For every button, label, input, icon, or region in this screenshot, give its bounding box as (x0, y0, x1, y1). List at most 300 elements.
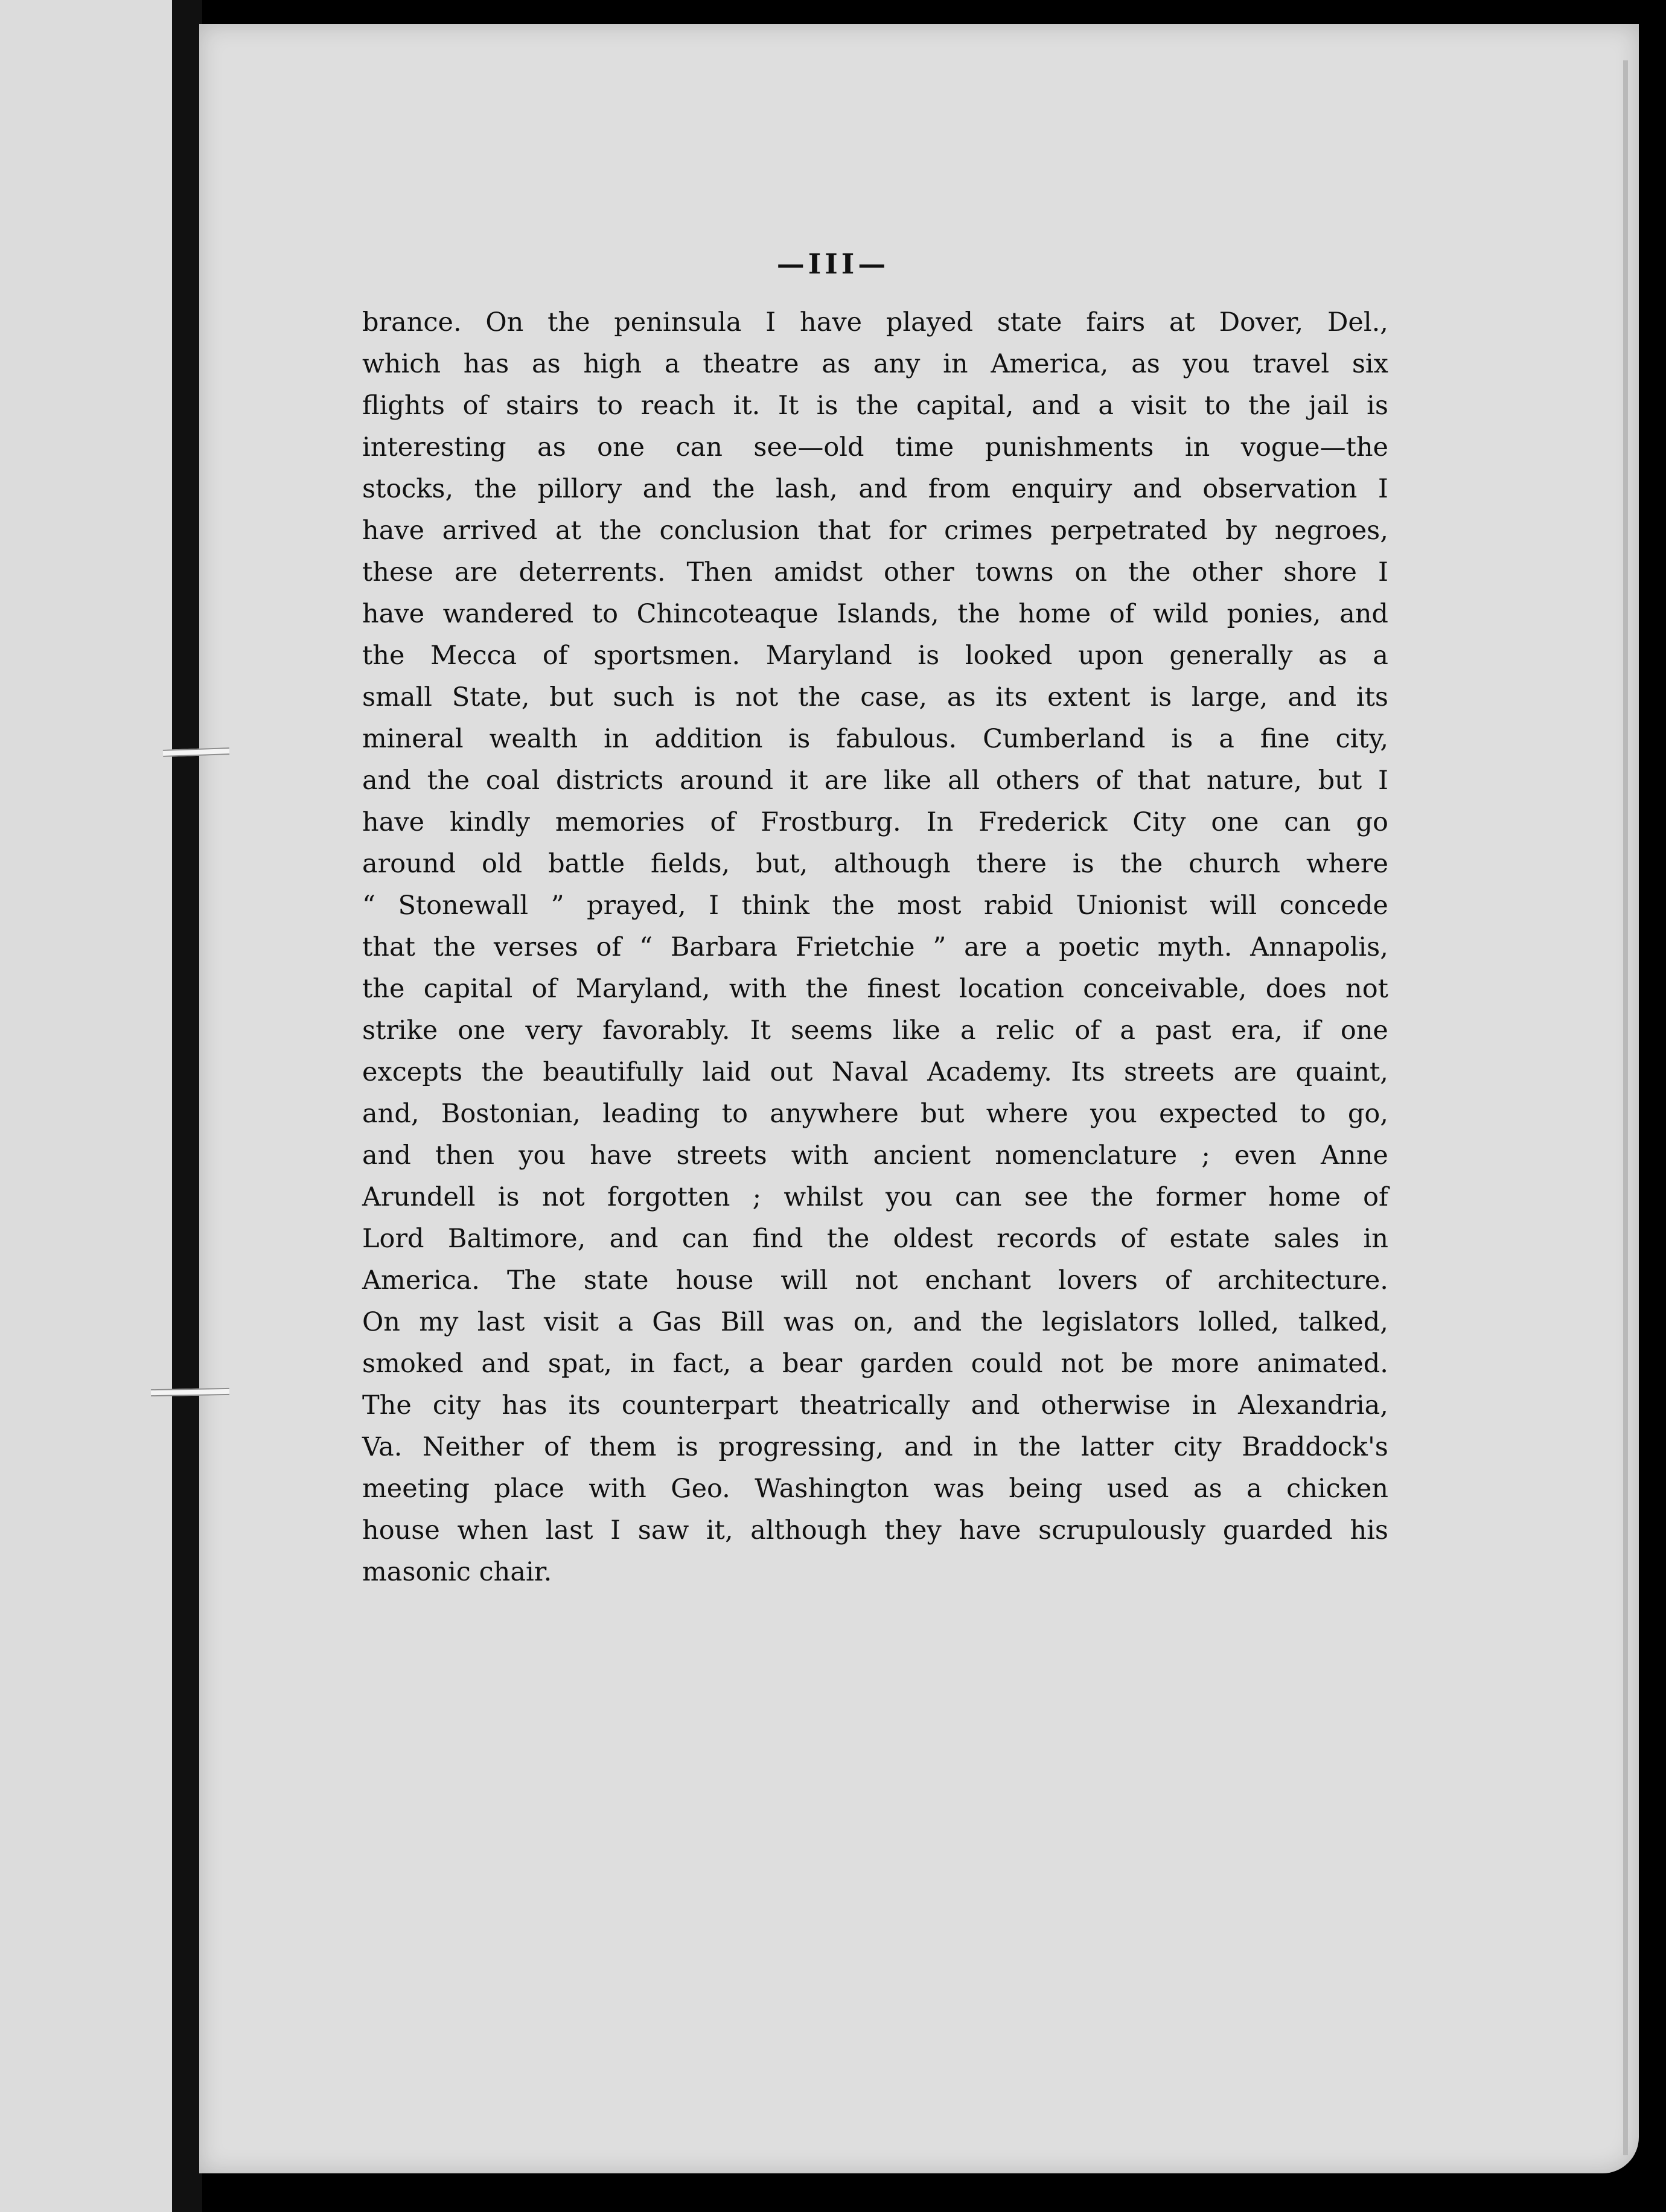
word: ancient (873, 1140, 971, 1171)
word: reach (640, 391, 716, 421)
word: case, (860, 682, 928, 712)
word: a (1219, 724, 1234, 754)
word: used (1106, 1474, 1169, 1504)
word: favorably. (602, 1015, 730, 1046)
word: fields, (651, 849, 730, 879)
word: Annapolis, (1250, 932, 1388, 962)
word: nomenclature (995, 1140, 1178, 1171)
word: garden (860, 1349, 954, 1379)
word: enquiry (1011, 474, 1112, 504)
word: Barbara (670, 932, 777, 962)
word: where (1306, 849, 1388, 879)
text-line (362, 1177, 1388, 1218)
word: a (1098, 391, 1114, 421)
word: you (519, 1140, 566, 1171)
word: as (531, 349, 561, 379)
word: the (547, 307, 590, 337)
word: the (856, 391, 899, 421)
word: the (957, 599, 1000, 629)
word: Arundell (362, 1182, 476, 1212)
word: most (897, 890, 962, 921)
word: coal (485, 766, 540, 796)
word: sales (1274, 1224, 1340, 1254)
word: a (664, 349, 680, 379)
word: go (1356, 807, 1388, 837)
word: and (913, 1307, 962, 1337)
word: you (1182, 349, 1230, 379)
word: conclusion (659, 516, 800, 546)
word: last (477, 1307, 525, 1337)
word: at (1169, 307, 1195, 337)
text-line (362, 760, 1388, 802)
word: generally (1169, 641, 1293, 671)
word: battle (548, 849, 625, 879)
word: America, (991, 349, 1109, 379)
word: does (1265, 974, 1327, 1004)
text-line (362, 1052, 1388, 1093)
word: meeting (362, 1474, 470, 1504)
word: is (1171, 724, 1193, 754)
word: sportsmen. (593, 641, 741, 671)
word: Unionist (1076, 890, 1187, 921)
word: vogue—the (1240, 432, 1388, 462)
word: is (788, 724, 811, 754)
word: it, (706, 1515, 733, 1546)
word: ; (1201, 1140, 1210, 1171)
word: have (362, 807, 425, 837)
word: wild (1153, 599, 1208, 629)
word: Baltimore, (447, 1224, 586, 1254)
word: amidst (773, 557, 863, 587)
word: city, (1335, 724, 1388, 754)
word: nature, (1206, 766, 1302, 796)
word: Dover, (1219, 307, 1304, 337)
word: house (362, 1515, 440, 1546)
word: and (642, 474, 692, 504)
word: quaint, (1295, 1057, 1388, 1087)
word: former (1155, 1182, 1246, 1212)
word: with (589, 1474, 646, 1504)
word: and (609, 1224, 659, 1254)
word: house (675, 1265, 754, 1296)
word: relic (995, 1015, 1055, 1046)
word: small (362, 682, 432, 712)
word: I (1377, 474, 1388, 504)
word: wandered (442, 599, 574, 629)
word: past (1155, 1015, 1211, 1046)
word: was (933, 1474, 985, 1504)
word: is (1072, 849, 1094, 879)
word: enchant (925, 1265, 1031, 1296)
text-line (362, 677, 1388, 718)
word: of (531, 974, 557, 1004)
text-line (362, 1218, 1388, 1260)
word: Stonewall (398, 890, 529, 921)
word: Bostonian, (441, 1099, 581, 1129)
word: think (741, 890, 810, 921)
word: out (770, 1057, 813, 1087)
word: architecture. (1217, 1265, 1388, 1296)
word: to (1300, 1099, 1326, 1129)
word: has (463, 349, 509, 379)
word: and (481, 1349, 531, 1379)
word: I (1377, 766, 1388, 796)
word: memories (555, 807, 685, 837)
word: lovers (1058, 1265, 1138, 1296)
word: progressing, (718, 1432, 884, 1462)
word: other (1192, 557, 1263, 587)
word: not (855, 1265, 898, 1296)
word: the (798, 682, 841, 712)
word: latter (1080, 1432, 1154, 1462)
word: chair. (479, 1557, 552, 1587)
word: kindly (449, 807, 531, 837)
word: on (1074, 557, 1108, 587)
text-line (362, 1385, 1388, 1427)
word: which (362, 349, 441, 379)
word: around (680, 766, 774, 796)
word: ” (933, 932, 946, 962)
word: ” (551, 890, 564, 921)
word: by (1225, 516, 1257, 546)
word: the (427, 766, 470, 796)
word: fabulous. (836, 724, 957, 754)
word: smoked (362, 1349, 464, 1379)
word: is (816, 391, 838, 421)
text-line (362, 1510, 1388, 1552)
body-text (362, 302, 1388, 1593)
word: estate (1169, 1224, 1250, 1254)
word: in (943, 349, 968, 379)
word: Frederick (978, 807, 1108, 837)
word: the (1120, 849, 1163, 879)
word: are (454, 557, 498, 587)
text-line (362, 1010, 1388, 1052)
word: theatre (703, 349, 799, 379)
word: in (1363, 1224, 1388, 1254)
word: records (996, 1224, 1097, 1254)
word: verses (493, 932, 578, 962)
word: as (1131, 349, 1160, 379)
word: extent (1047, 682, 1131, 712)
word: are (824, 766, 868, 796)
text-line (362, 927, 1388, 968)
word: of (1164, 1265, 1190, 1296)
word: not (1345, 974, 1388, 1004)
word: districts (555, 766, 664, 796)
word: the (832, 890, 875, 921)
word: of (542, 641, 568, 671)
text-line (362, 510, 1388, 552)
word: peninsula (614, 307, 742, 337)
word: Frietchie (795, 932, 915, 962)
word: find (752, 1224, 803, 1254)
word: even (1234, 1140, 1297, 1171)
word: Frostburg. (761, 807, 901, 837)
word: they (884, 1515, 942, 1546)
word: in (1192, 1390, 1217, 1421)
word: interesting (362, 432, 506, 462)
word: for (889, 516, 927, 546)
word: place (494, 1474, 564, 1504)
word: spat, (547, 1349, 612, 1379)
word: ponies, (1227, 599, 1321, 629)
word: On (485, 307, 524, 337)
word: punishments (985, 432, 1154, 462)
word: it. (733, 391, 761, 421)
binding-stitch (151, 1388, 229, 1396)
word: anywhere (770, 1099, 899, 1129)
word: like (892, 1015, 940, 1046)
word: to (592, 599, 619, 629)
word: of (1363, 1182, 1388, 1212)
word: I (1377, 557, 1388, 587)
word: others (995, 766, 1080, 796)
word: a (960, 1015, 976, 1046)
word: Braddock's (1242, 1432, 1388, 1462)
word: looked (965, 641, 1053, 671)
word: but (549, 682, 593, 712)
word: Islands, (837, 599, 939, 629)
word: although (834, 849, 951, 879)
word: six (1352, 349, 1388, 379)
word: stairs (505, 391, 579, 421)
word: Gas (652, 1307, 702, 1337)
word: as (1318, 641, 1347, 671)
word: chicken (1286, 1474, 1388, 1504)
word: in (630, 1349, 655, 1379)
word: “ (362, 890, 375, 921)
word: is (1367, 391, 1388, 421)
word: myth. (1157, 932, 1233, 962)
text-line (362, 344, 1388, 385)
word: City (1132, 807, 1186, 837)
word: when (457, 1515, 529, 1546)
word: capital (423, 974, 513, 1004)
word: have (362, 516, 425, 546)
word: lolled, (1198, 1307, 1280, 1337)
word: one (458, 1015, 506, 1046)
word: church (1189, 849, 1280, 879)
word: his (1350, 1515, 1388, 1546)
word: laid (702, 1057, 752, 1087)
word: Then (686, 557, 753, 587)
text-line (362, 1427, 1388, 1468)
word: have (800, 307, 863, 337)
word: and (1132, 474, 1182, 504)
text-line (362, 385, 1388, 427)
text-line (362, 1093, 1388, 1135)
text-line (362, 593, 1388, 635)
word: could (971, 1349, 1043, 1379)
word: capital, (916, 391, 1014, 421)
word: then (435, 1140, 495, 1171)
word: at (555, 516, 581, 546)
word: Chincoteaque (636, 599, 819, 629)
word: Academy. (927, 1057, 1052, 1087)
word: Cumberland (983, 724, 1146, 754)
word: towns (975, 557, 1054, 587)
word: location (959, 974, 1064, 1004)
word: any (873, 349, 921, 379)
word: and, (362, 1099, 420, 1129)
word: streets (1124, 1057, 1215, 1087)
text-line (362, 635, 1388, 677)
word: are (1233, 1057, 1277, 1087)
word: whilst (784, 1182, 863, 1212)
word: is (676, 1432, 698, 1462)
text-line (362, 1468, 1388, 1510)
word: travel (1253, 349, 1330, 379)
word: as (1193, 1474, 1222, 1504)
word: Lord (362, 1224, 424, 1254)
word: the (481, 1057, 524, 1087)
word: theatrically (799, 1390, 950, 1421)
text-line (362, 1135, 1388, 1177)
word: you (1090, 1099, 1137, 1129)
word: The (362, 1390, 412, 1421)
word: Anne (1320, 1140, 1388, 1171)
word: in (604, 724, 629, 754)
text-line (362, 1260, 1388, 1302)
word: poetic (1058, 932, 1140, 962)
word: State, (452, 682, 530, 712)
word: the (599, 516, 642, 546)
word: talked, (1298, 1307, 1388, 1337)
word: in (973, 1432, 998, 1462)
word: bear (782, 1349, 843, 1379)
word: upon (1077, 641, 1144, 671)
word: is (1150, 682, 1172, 712)
word: such (613, 682, 675, 712)
word: fine (1260, 724, 1310, 754)
word: has (502, 1390, 547, 1421)
word: is (694, 682, 716, 712)
word: Del., (1327, 307, 1388, 337)
word: and (362, 766, 411, 796)
word: home (1268, 1182, 1341, 1212)
word: city (1173, 1432, 1222, 1462)
word: and (1288, 682, 1337, 712)
word: other (883, 557, 954, 587)
word: go, (1347, 1099, 1388, 1129)
text-line (362, 885, 1388, 927)
word: the (805, 974, 849, 1004)
word: a (1120, 1015, 1135, 1046)
word: addition (654, 724, 763, 754)
word: In (926, 807, 954, 837)
word: in (1184, 432, 1210, 462)
word: that (1137, 766, 1191, 796)
word: the (826, 1224, 870, 1254)
word: the (433, 932, 476, 962)
word: and (1031, 391, 1080, 421)
word: of (710, 807, 736, 837)
word: animated. (1257, 1349, 1388, 1379)
page-edge-shadow (1623, 60, 1628, 2155)
text-line (362, 718, 1388, 760)
word: is (497, 1182, 520, 1212)
word: The (507, 1265, 557, 1296)
word: my (419, 1307, 459, 1337)
word: state (583, 1265, 649, 1296)
word: you (886, 1182, 933, 1212)
word: Alexandria, (1237, 1390, 1388, 1421)
word: as (537, 432, 566, 462)
word: expected (1159, 1099, 1278, 1129)
word: see (1024, 1182, 1068, 1212)
word: pillory (537, 474, 622, 504)
word: was (783, 1307, 835, 1337)
word: a (748, 1349, 765, 1379)
word: mineral (362, 724, 464, 754)
word: the (980, 1307, 1023, 1337)
word: if (1303, 1015, 1321, 1046)
word: have (590, 1140, 653, 1171)
word: arrived (442, 516, 538, 546)
word: will (1210, 890, 1257, 921)
word: perpetrated (1050, 516, 1208, 546)
word: seems (790, 1015, 873, 1046)
word: visit (543, 1307, 599, 1337)
word: negroes, (1274, 516, 1388, 546)
word: strike (362, 1015, 438, 1046)
word: crimes (944, 516, 1033, 546)
word: prayed, (587, 890, 686, 921)
word: although (750, 1515, 867, 1546)
left-page-leaf (0, 0, 175, 2212)
word: I (765, 307, 776, 337)
word: beautifully (543, 1057, 684, 1087)
word: being (1009, 1474, 1083, 1504)
word: ; (752, 1182, 762, 1212)
word: a (618, 1307, 633, 1337)
word: era, (1231, 1015, 1283, 1046)
word: can (681, 1224, 729, 1254)
word: lash, (776, 474, 838, 504)
word: are (964, 932, 1007, 962)
word: I (610, 1515, 621, 1546)
word: the (1128, 557, 1171, 587)
word: the (362, 641, 405, 671)
word: like (884, 766, 932, 796)
word: to (1204, 391, 1231, 421)
word: all (947, 766, 980, 796)
word: these (362, 557, 433, 587)
word: otherwise (1041, 1390, 1171, 1421)
word: jail (1309, 391, 1349, 421)
text-line (362, 802, 1388, 843)
word: Washington (755, 1474, 909, 1504)
word: and (362, 1140, 411, 1171)
word: visit (1131, 391, 1187, 421)
word: a (1373, 641, 1388, 671)
word: It (777, 391, 799, 421)
word: the (1018, 1432, 1061, 1462)
text-line (362, 427, 1388, 468)
word: and (971, 1390, 1020, 1421)
word: brance. (362, 307, 462, 337)
word: Va. (362, 1432, 403, 1462)
text-line (362, 468, 1388, 510)
word: from (928, 474, 991, 504)
word: rabid (983, 890, 1053, 921)
word: masonic (362, 1557, 471, 1587)
word: Maryland, (575, 974, 710, 1004)
word: Neither (422, 1432, 524, 1462)
word: old (481, 849, 523, 879)
word: of (1120, 1224, 1146, 1254)
